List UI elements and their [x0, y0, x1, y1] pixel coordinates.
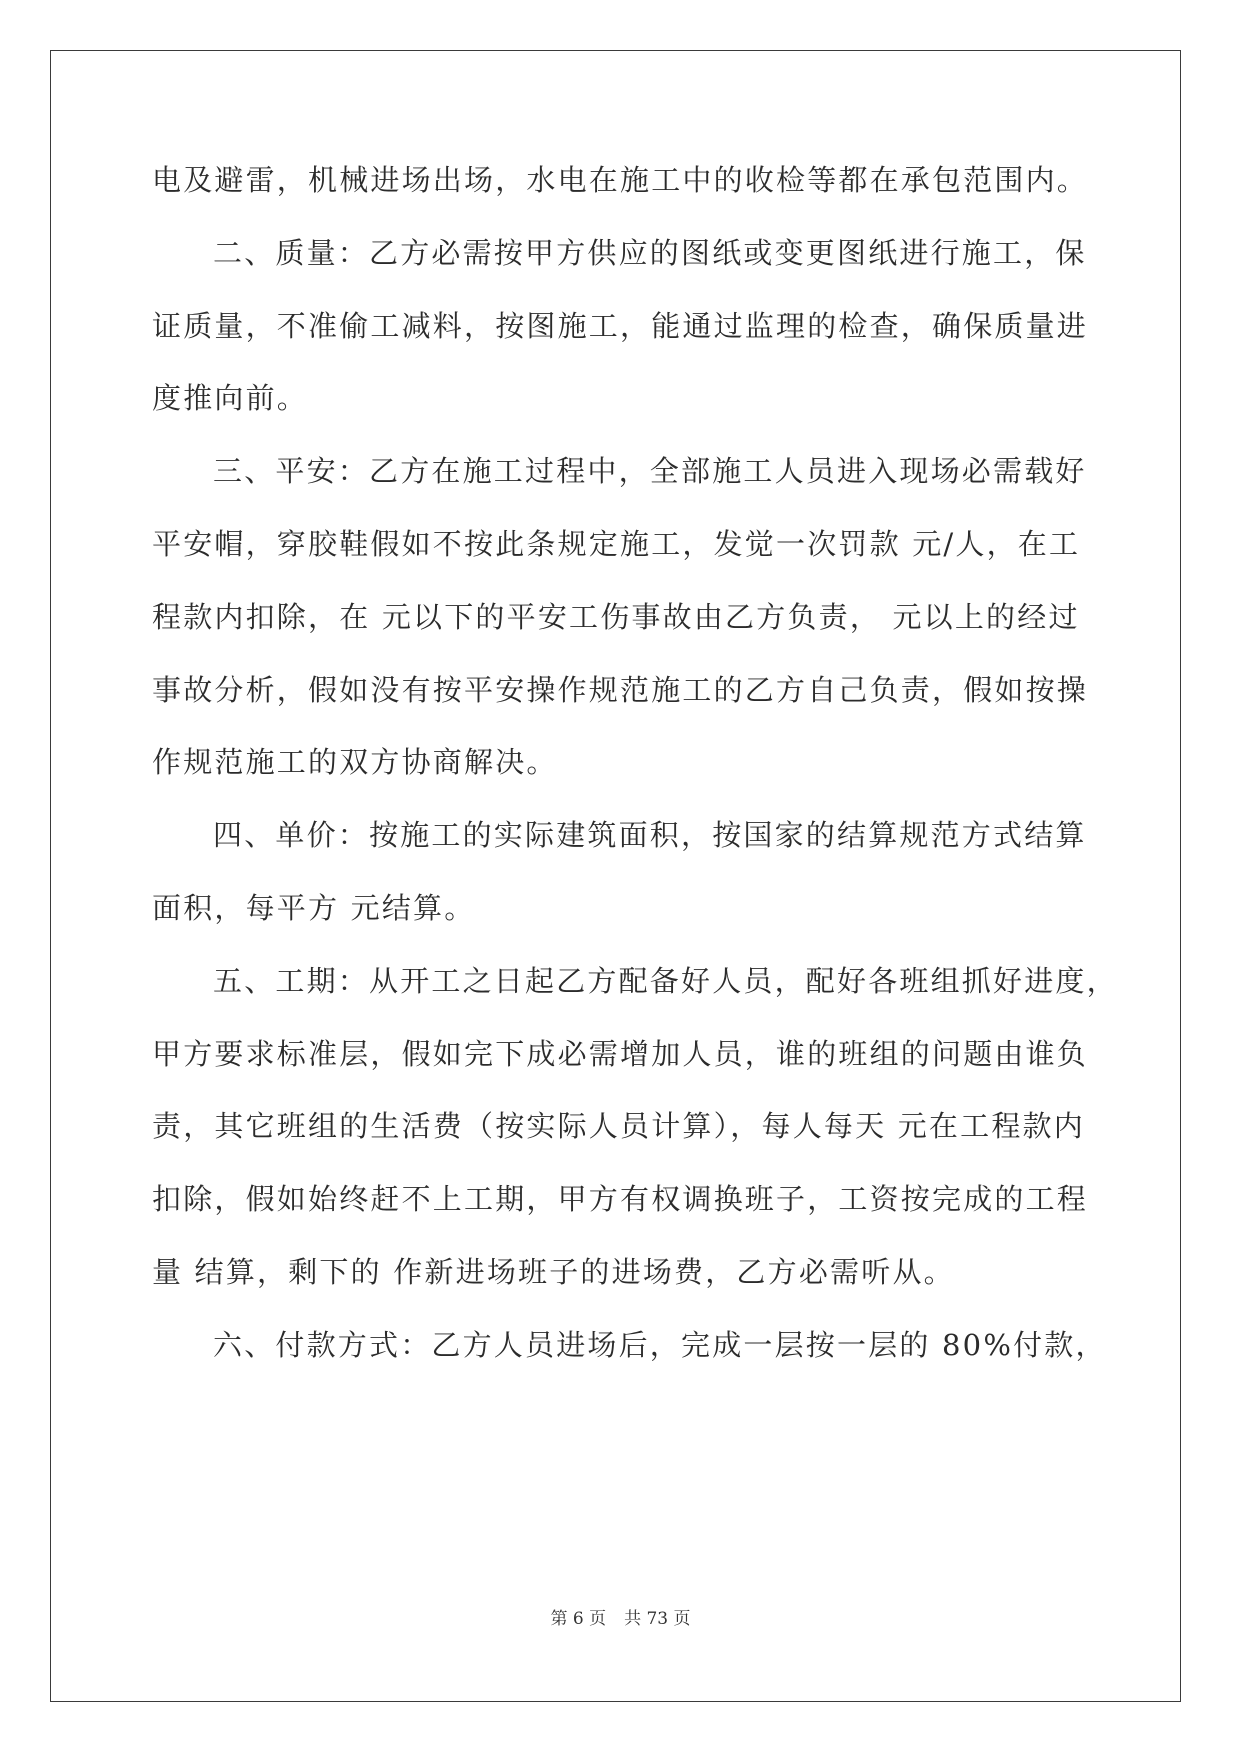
page-number: 第 6 页: [550, 1609, 607, 1629]
text-line: 五、工期：从开工之日起乙方配备好人员，配好各班组抓好进度，: [213, 964, 1118, 998]
text-line: 证质量，不准偷工减料，按图施工，能通过监理的检查，确保质量进: [152, 309, 1089, 343]
text-line: 面积，每平方 元结算。: [152, 891, 476, 925]
text-line: 六、付款方式：乙方人员进场后，完成一层按一层的 80%付款，: [213, 1328, 1107, 1362]
text-line: 电及避雷，机械进场出场，水电在施工中的收检等都在承包范围内。: [152, 163, 1089, 197]
text-line: 二、质量：乙方必需按甲方供应的图纸或变更图纸进行施工，保: [213, 236, 1087, 270]
text-line: 扣除，假如始终赶不上工期，甲方有权调换班子，工资按完成的工程: [152, 1182, 1089, 1216]
page-border: [50, 50, 1181, 1702]
page-footer: [0, 1608, 1241, 1630]
text-line: 事故分析，假如没有按平安操作规范施工的乙方自己负责，假如按操: [152, 673, 1089, 707]
text-line: 三、平安：乙方在施工过程中，全部施工人员进入现场必需载好: [213, 454, 1087, 488]
text-line: 四、单价：按施工的实际建筑面积，按国家的结算规范方式结算: [213, 818, 1087, 852]
page-total: 共 73 页: [624, 1609, 691, 1629]
text-line: 量 结算，剩下的 作新进场班子的进场费，乙方必需听从。: [152, 1255, 955, 1289]
text-line: 度推向前。: [152, 381, 309, 415]
text-line: 责，其它班组的生活费（按实际人员计算），每人每天 元在工程款内: [152, 1109, 1085, 1143]
text-line: 程款内扣除，在 元以下的平安工伤事故由乙方负责， 元以上的经过: [152, 600, 1080, 634]
text-line: 甲方要求标准层，假如完下成必需增加人员，谁的班组的问题由谁负: [152, 1037, 1089, 1071]
text-line: 作规范施工的双方协商解决。: [152, 745, 558, 779]
text-line: 平安帽，穿胶鞋假如不按此条规定施工，发觉一次罚款 元/人，在工: [152, 527, 1081, 561]
